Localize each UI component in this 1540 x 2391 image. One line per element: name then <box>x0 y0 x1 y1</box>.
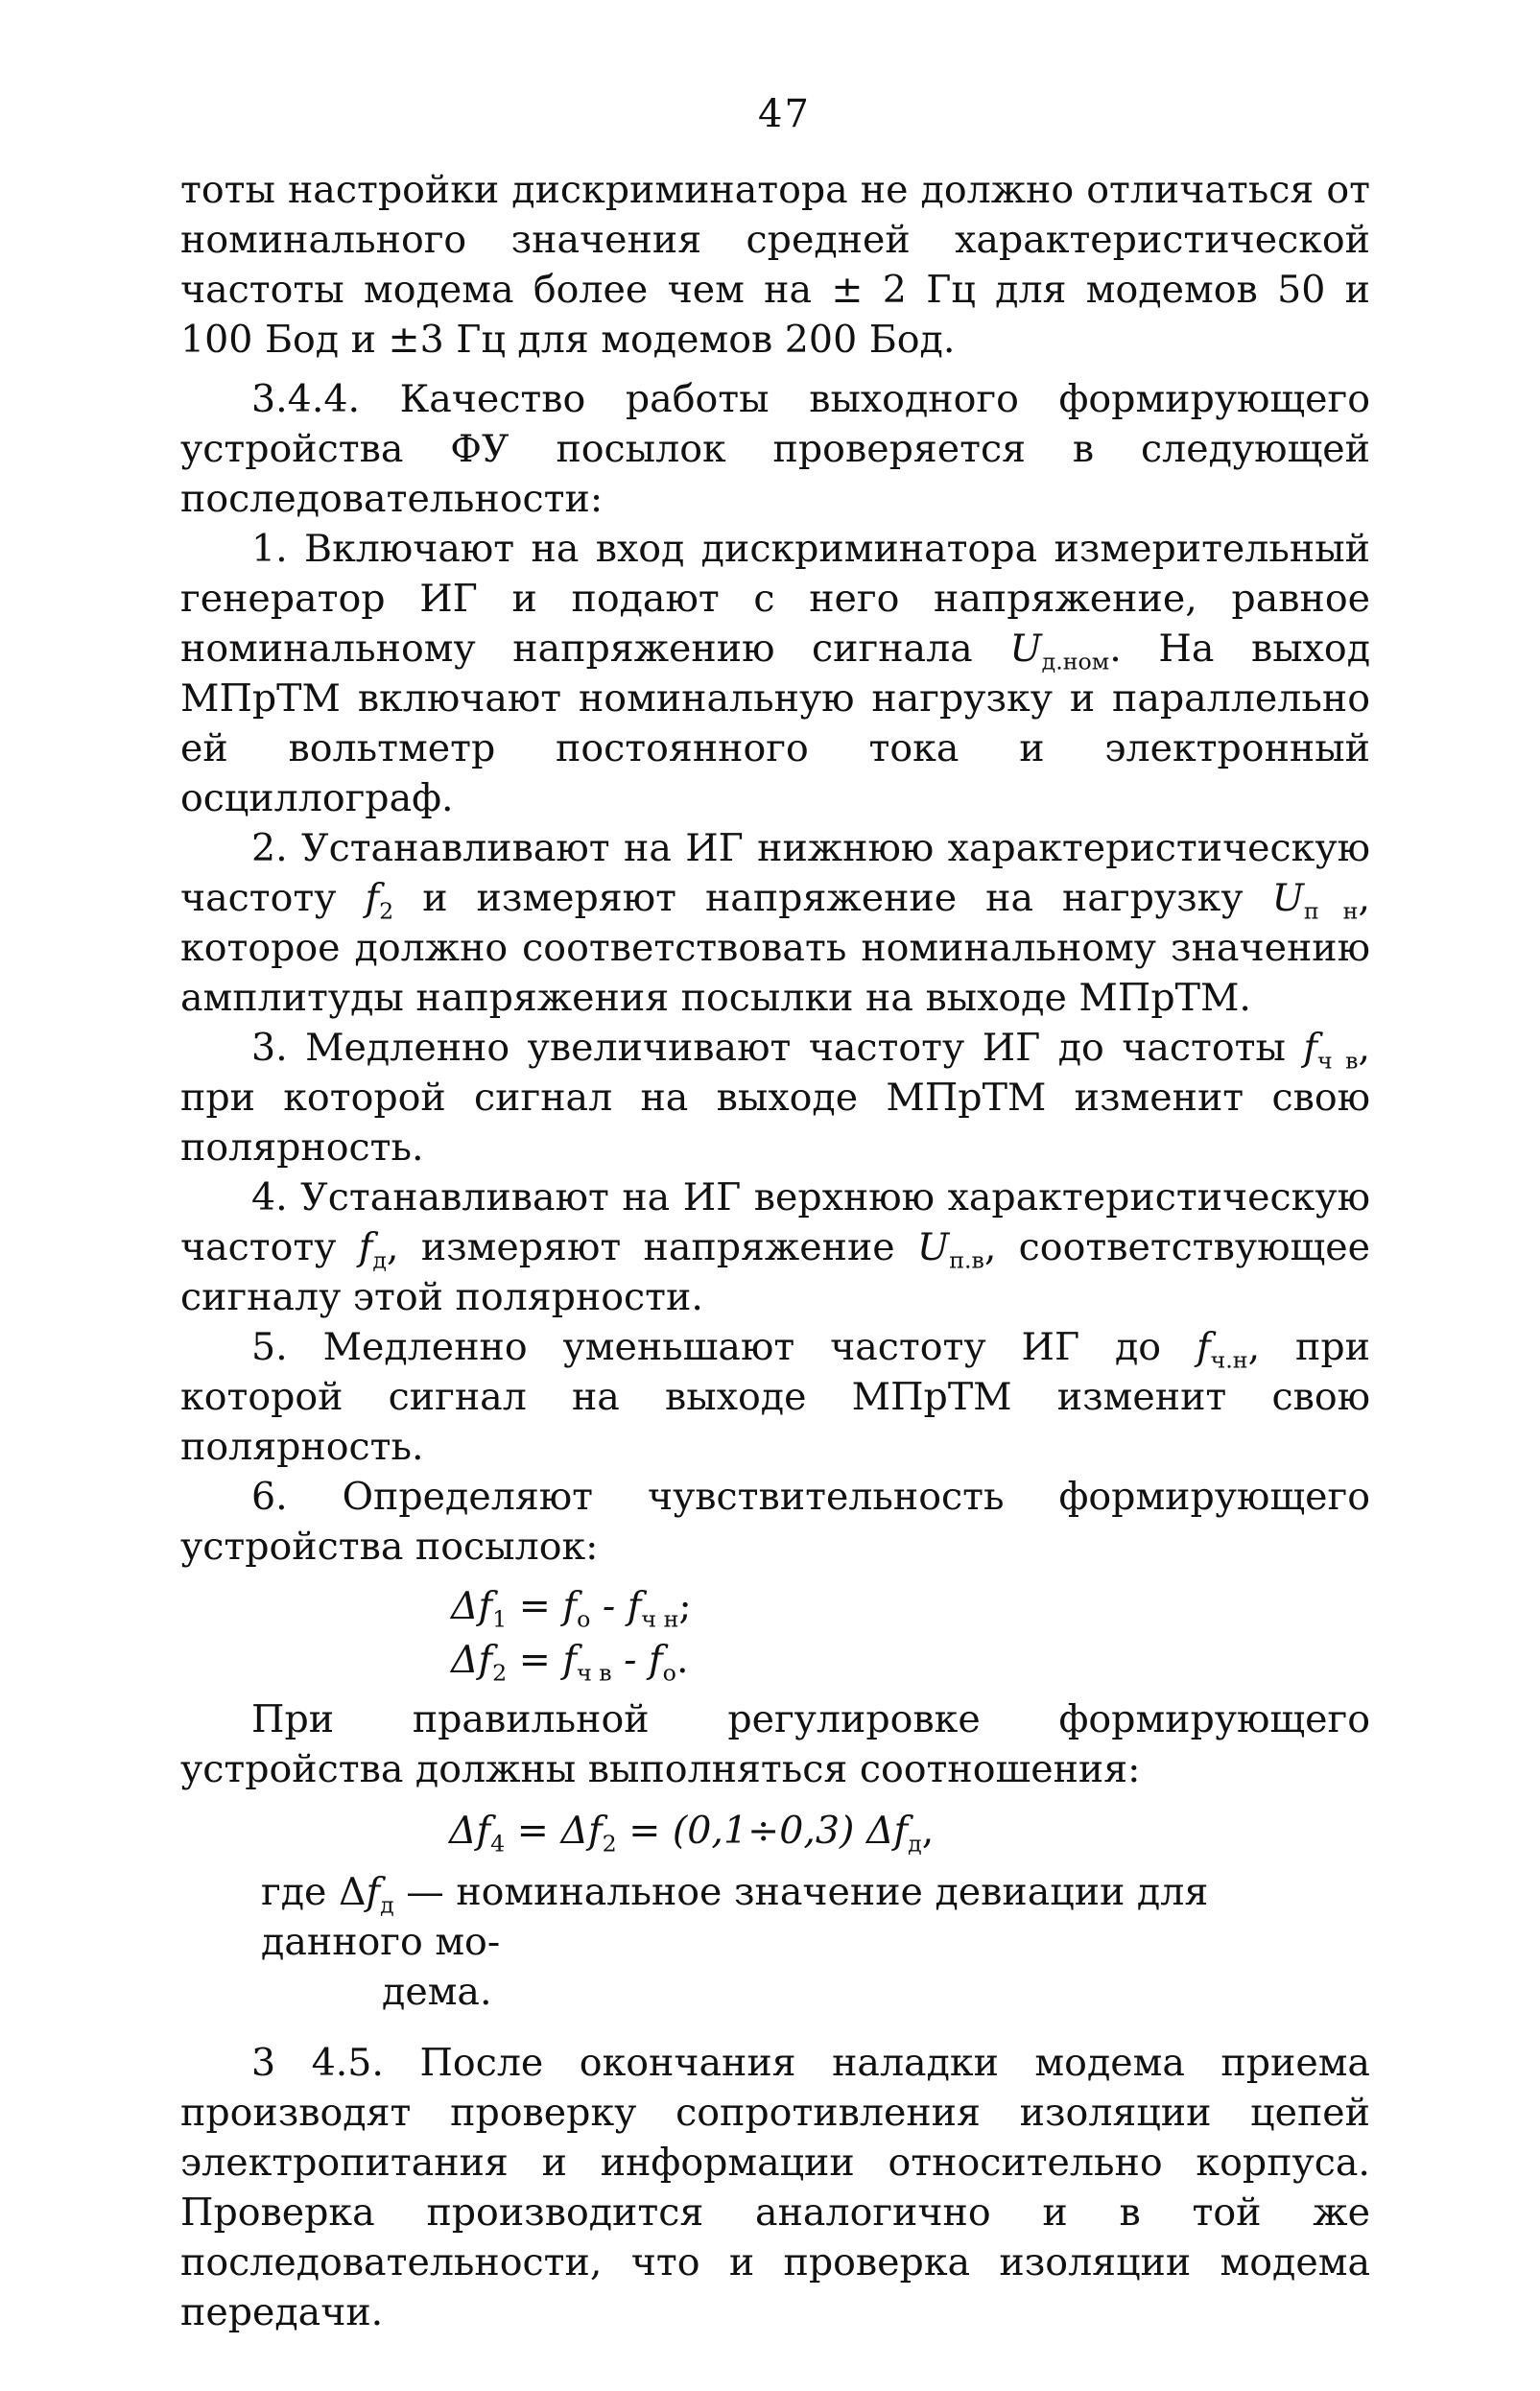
formula-block-delta <box>451 1579 1370 1687</box>
section-3-4-5: 3 4.5. После окончания наладки модема приема производят проверку сопротивления изоляции цепей электропитания и информации относительно корпуса. Проверка производится аналогично и в той же последовательности, что и проверка изоляции модема передачи. <box>180 2041 1370 2334</box>
section-3-4-4-heading: 3.4.4. Качество работы выходного формирующего устройства ФУ посылок проверяется в следующей последовательности: <box>180 377 1370 521</box>
step-6: 6. Определяют чувствительность формирующего устройства посылок: <box>180 1475 1370 1569</box>
page-number: 47 <box>758 92 811 136</box>
page-text <box>180 165 1370 2337</box>
step-1: 1. Включают на вход дискриминатора измерительный генератор ИГ и подают с него напряжение, равное номинальному напряжению сигнала $U_{д.ном}$. На выход МПрТМ включают номинальную нагрузку и параллельно ей вольтметр постоянного тока и электронный осциллограф. <box>180 527 1371 820</box>
formula-delta-f1: $\Delta f_1 = f_о - f_{ч н}$; <box>451 1584 692 1633</box>
regulation-paragraph: При правильной регулировке формирующего устройства должны выполняться соотношения: <box>180 1697 1370 1791</box>
step-2: 2. Устанавливают на ИГ нижнюю характеристическую частоту $f_2$ и измеряют напряжение на нагрузку $U_{п н}$, которое должно соответствовать номинальному значению амплитуды напряжения посылки на выходе МПрТМ. <box>180 826 1370 1020</box>
formula-delta-f2: $\Delta f_2 = f_{ч в} - f_о$. <box>451 1638 689 1687</box>
formula-explanation: где $\Delta f_д$ — номинальное значение девиации для данного мо- дема. <box>261 1870 1209 2014</box>
step-5: 5. Медленно уменьшают частоту ИГ до $f_{ч.н}$, при которой сигнал на выходе МПрТМ изменит свою полярность. <box>180 1325 1370 1469</box>
step-4: 4. Устанавливают на ИГ верхнюю характеристическую частоту $f_д$, измеряют напряжение $U_{п.в}$, соответствующее сигналу этой полярности. <box>180 1175 1370 1319</box>
paragraph-continuation: тоты настройки дискриминатора не должно отличаться от номинального значения средней характеристической частоты модема более чем на ± 2 Гц для модемов 50 и 100 Бод и ±3 Гц для модемов 200 Бод. <box>180 168 1370 362</box>
step-3: 3. Медленно увеличивают частоту ИГ до частоты $f_{ч в}$, при которой сигнал на выходе МПрТМ изменит свою полярность. <box>180 1026 1370 1170</box>
formula-ratio: $\Delta f_4 = \Delta f_2 = (0,1\div 0,3)$ $\Delta f_д$, <box>449 1809 935 1858</box>
